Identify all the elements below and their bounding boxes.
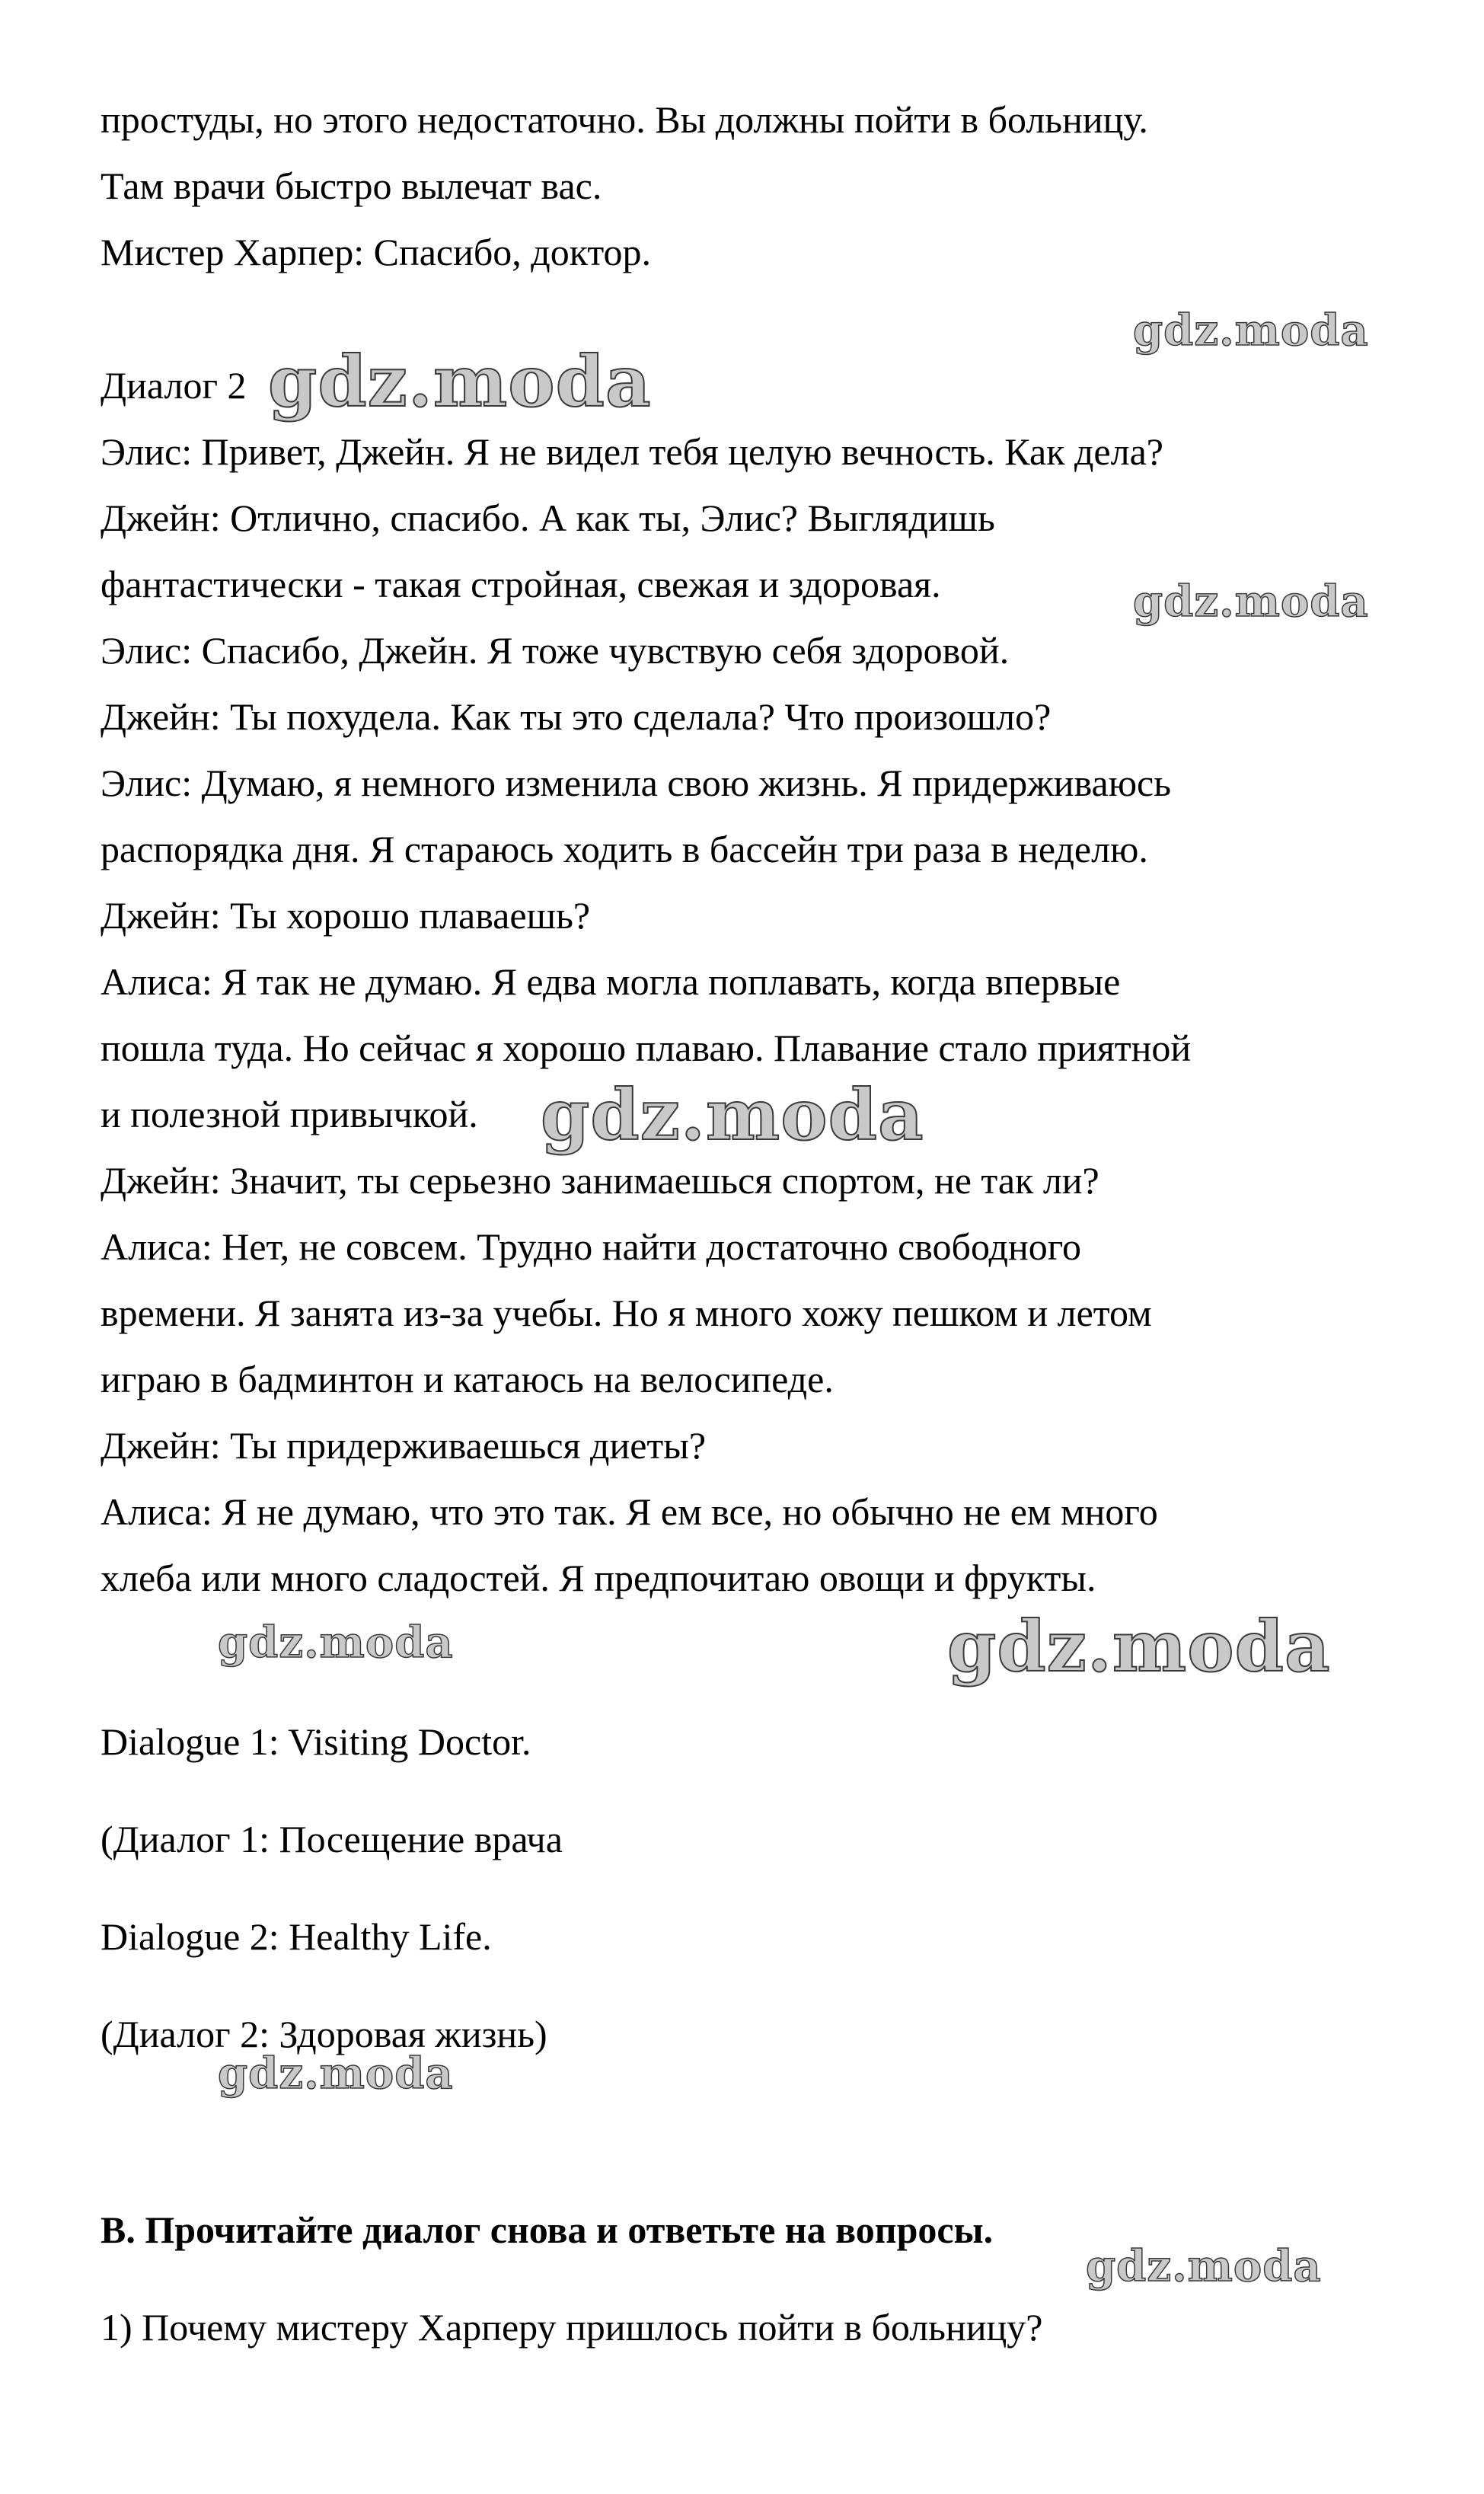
text-line: играю в бадминтон и катаюсь на велосипеде. [101, 1358, 834, 1400]
text-line: Джейн: Ты похудела. Как ты это сделала? Что произошло? [101, 695, 1052, 738]
text-line: простуды, но этого недостаточно. Вы должны пойти в больницу. [101, 98, 1148, 141]
text-line: распорядка дня. Я стараюсь ходить в бассейн три раза в неделю. [101, 828, 1148, 870]
dialogue-title-ru: (Диалог 1: Посещение врача [101, 1818, 563, 1860]
text-line: Джейн: Отлично, спасибо. А как ты, Элис? Выглядишь [101, 497, 995, 539]
dialogue-heading: Диалог 2 [101, 364, 247, 407]
text-line: Джейн: Значит, ты серьезно занимаешься спортом, не так ли? [101, 1159, 1099, 1202]
watermark: gdz.moda [947, 1605, 1331, 1688]
text-line: пошла туда. Но сейчас я хорошо плаваю. Плавание стало приятной [101, 1027, 1192, 1069]
dialogue-title-en: Dialogue 1: Visiting Doctor. [101, 1720, 531, 1763]
text-line: Джейн: Ты придерживаешься диеты? [101, 1424, 707, 1467]
dialogue-title-ru: (Диалог 2: Здоровая жизнь) [101, 2013, 547, 2055]
text-line: Элис: Думаю, я немного изменила свою жизнь. Я придерживаюсь [101, 762, 1172, 804]
watermark: gdz.moda [268, 340, 652, 423]
watermark: gdz.moda [541, 1074, 924, 1156]
watermark: gdz.moda [218, 1617, 454, 1668]
watermark: gdz.moda [1133, 576, 1369, 627]
dialogue-title-en: Dialogue 2: Healthy Life. [101, 1915, 492, 1958]
text-line: Джейн: Ты хорошо плаваешь? [101, 894, 591, 937]
text-line: и полезной привычкой. [101, 1093, 478, 1135]
text-line: Алиса: Нет, не совсем. Трудно найти достаточно свободного [101, 1225, 1081, 1268]
task-heading: B. Прочитайте диалог снова и ответьте на вопросы. [101, 2208, 994, 2251]
watermark: gdz.moda [1086, 2241, 1322, 2291]
text-line: времени. Я занята из-за учебы. Но я много хожу пешком и летом [101, 1292, 1152, 1334]
text-line: фантастически - такая стройная, свежая и здоровая. [101, 563, 941, 605]
question-item: 1) Почему мистеру Харперу пришлось пойти в больницу? [101, 2306, 1043, 2349]
text-line: Мистер Харпер: Спасибо, доктор. [101, 231, 652, 273]
text-line: Алиса: Я не думаю, что это так. Я ем все, но обычно не ем много [101, 1490, 1158, 1533]
watermark: gdz.moda [218, 2049, 454, 2099]
text-line: Там врачи быстро вылечат вас. [101, 164, 602, 207]
watermark: gdz.moda [1133, 305, 1369, 356]
text-line: Элис: Привет, Джейн. Я не видел тебя целую вечность. Как дела? [101, 430, 1163, 473]
text-line: хлеба или много сладостей. Я предпочитаю овощи и фрукты. [101, 1557, 1096, 1599]
text-line: Алиса: Я так не думаю. Я едва могла поплавать, когда впервые [101, 960, 1121, 1003]
text-line: Элис: Спасибо, Джейн. Я тоже чувствую себя здоровой. [101, 629, 1010, 672]
